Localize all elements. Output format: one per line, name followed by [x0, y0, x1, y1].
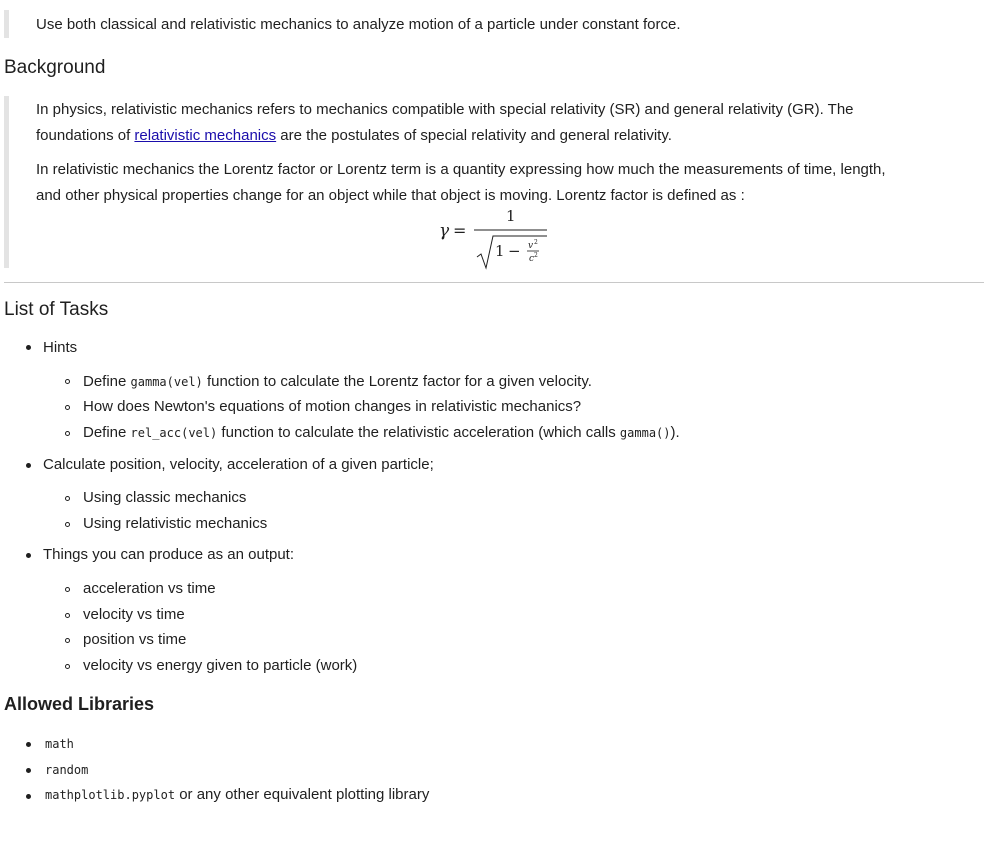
list-item-hints: Hints [43, 339, 78, 356]
formula-one: 1 [495, 242, 505, 260]
circle-bullet-icon [65, 587, 70, 592]
horizontal-rule [4, 282, 984, 283]
bullet-icon [26, 768, 31, 773]
lorentz-factor-formula [437, 203, 557, 273]
intro-quote [4, 10, 681, 38]
rel-acc-code: rel_acc(vel) [130, 426, 218, 440]
output-item-velocity: velocity vs time [83, 606, 185, 623]
list-item-outputs: Things you can produce as an output: [43, 546, 295, 563]
calc-item-classic: Using classic mechanics [83, 489, 247, 506]
background-heading: Background [4, 57, 106, 78]
bullet-icon [26, 794, 31, 799]
library-note: or any other equivalent plotting library [175, 786, 430, 803]
output-item-acceleration: acceleration vs time [83, 580, 216, 597]
background-p1-line2-pre: foundations of [36, 127, 135, 144]
hint-3-post: ). [670, 424, 680, 441]
library-item-math [45, 733, 74, 755]
circle-bullet-icon [65, 522, 70, 527]
formula-v: v [528, 241, 534, 251]
formula-c: c [529, 254, 535, 264]
library-item-random [45, 759, 88, 781]
background-p2-line2: and other physical properties change for an object while that object is moving. Lorentz factor is defined as : [36, 187, 745, 204]
library-code: math [45, 737, 74, 751]
circle-bullet-icon [65, 613, 70, 618]
library-item-pyplot [45, 784, 429, 806]
library-code: random [45, 763, 89, 777]
formula-numerator: 1 [506, 207, 516, 225]
background-paragraph-2 [36, 157, 976, 209]
bullet-icon [26, 742, 31, 747]
gamma-call-code: gamma() [619, 426, 671, 440]
formula-minus: − [508, 242, 521, 260]
background-paragraph-1 [36, 96, 976, 149]
background-p1-line2-post: are the postulates of special relativity and general relativity. [276, 127, 672, 144]
output-item-energy: velocity vs energy given to particle (work) [83, 657, 358, 674]
hint-3-pre: Define [83, 424, 131, 441]
circle-bullet-icon [65, 379, 70, 384]
calc-item-relativistic: Using relativistic mechanics [83, 515, 268, 532]
gamma-code: gamma(vel) [130, 375, 203, 389]
hint-1-post: function to calculate the Lorentz factor for a given velocity. [202, 373, 592, 390]
circle-bullet-icon [65, 496, 70, 501]
formula-v-exp: 2 [534, 239, 538, 246]
circle-bullet-icon [65, 405, 70, 410]
background-p2-line1: In relativistic mechanics the Lorentz factor or Lorentz term is a quantity expressing how much the measurements of time, length, [36, 161, 886, 178]
circle-bullet-icon [65, 431, 70, 436]
formula-gamma: γ [439, 221, 450, 241]
formula-c-exp: 2 [534, 252, 538, 259]
hint-1-pre: Define [83, 373, 131, 390]
hint-3-mid: function to calculate the relativistic acceleration (which calls [217, 424, 620, 441]
hint-item-newton: How does Newton's equations of motion changes in relativistic mechanics? [83, 398, 582, 415]
hint-item-gamma [83, 371, 592, 393]
circle-bullet-icon [65, 638, 70, 643]
library-code: mathplotlib.pyplot [45, 788, 176, 802]
libraries-heading: Allowed Libraries [4, 694, 155, 714]
bullet-icon [26, 345, 31, 350]
bullet-icon [26, 463, 31, 468]
intro-text: Use both classical and relativistic mechanics to analyze motion of a particle under constant force. [36, 16, 681, 33]
list-item-calculate: Calculate position, velocity, acceleration of a given particle; [43, 456, 434, 473]
tasks-heading: List of Tasks [4, 299, 109, 320]
hint-item-rel-acc [83, 422, 680, 444]
circle-bullet-icon [65, 664, 70, 669]
formula-equals: = [453, 221, 467, 240]
relativistic-mechanics-link[interactable]: relativistic mechanics [134, 127, 277, 144]
background-p1-line1: In physics, relativistic mechanics refers to mechanics compatible with special relativity (SR) and general relativity (GR). The [36, 101, 854, 118]
output-item-position: position vs time [83, 631, 187, 648]
bullet-icon [26, 553, 31, 558]
